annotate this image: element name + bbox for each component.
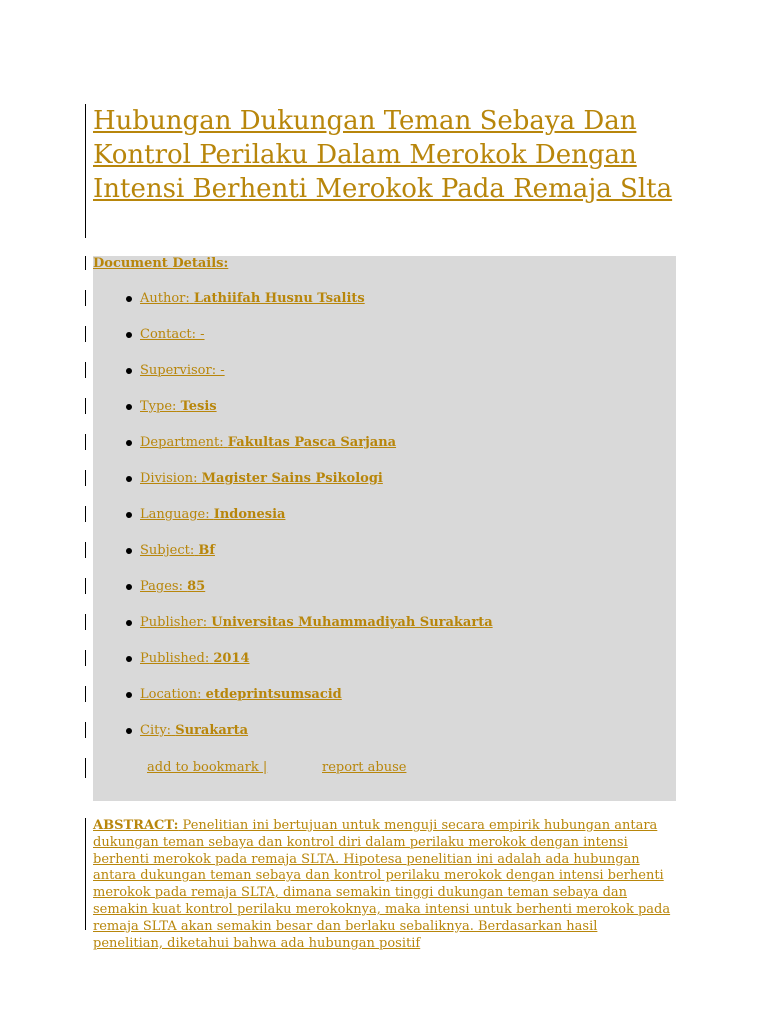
abstract-text[interactable]: [93, 818, 671, 952]
detail-label: Location:: [140, 687, 202, 702]
bullet-icon: [126, 476, 132, 482]
detail-value: Tesis: [180, 399, 217, 414]
detail-label: Contact: -: [140, 327, 205, 342]
margin-rule: [85, 506, 86, 522]
add-to-bookmark-link[interactable]: add to bookmark |: [147, 760, 268, 775]
bullet-icon: [126, 584, 132, 590]
detail-value: Bf: [198, 543, 215, 558]
document-details-heading[interactable]: Document Details:: [93, 256, 229, 271]
detail-value: Lathiifah Husnu Tsalits: [193, 291, 365, 306]
detail-label: Author:: [140, 291, 190, 306]
bullet-icon: [126, 692, 132, 698]
detail-label: Published:: [140, 651, 210, 666]
abstract-label: ABSTRACT:: [93, 818, 179, 833]
detail-label: Department:: [140, 435, 224, 450]
detail-label: Type:: [140, 399, 177, 414]
margin-rule: [85, 758, 86, 778]
bullet-icon: [126, 548, 132, 554]
margin-rule: [85, 686, 86, 702]
bullet-icon: [126, 404, 132, 410]
detail-value: 2014: [213, 651, 250, 666]
detail-label: Publisher:: [140, 615, 208, 630]
detail-label: City:: [140, 723, 172, 738]
detail-value: Surakarta: [175, 723, 249, 738]
margin-rule: [85, 434, 86, 450]
bullet-icon: [126, 656, 132, 662]
margin-rule: [85, 362, 86, 378]
bullet-icon: [126, 332, 132, 338]
bullet-icon: [126, 620, 132, 626]
detail-value: 85: [187, 579, 206, 594]
margin-rule: [85, 542, 86, 558]
margin-rule: [85, 818, 86, 930]
detail-value: Universitas Muhammadiyah Surakarta: [211, 615, 493, 630]
detail-label: Division:: [140, 471, 198, 486]
detail-label: Pages:: [140, 579, 183, 594]
bullet-icon: [126, 728, 132, 734]
document-title-link[interactable]: Hubungan Dukungan Teman Sebaya Dan Kontrol Perilaku Dalam Merokok Dengan Intensi Berhenti Merokok Pada Remaja Slta: [93, 106, 673, 204]
margin-rule: [85, 470, 86, 486]
margin-rule: [85, 614, 86, 630]
margin-rule: [85, 326, 86, 342]
bullet-icon: [126, 512, 132, 518]
margin-rule: [85, 722, 86, 738]
detail-value: Magister Sains Psikologi: [201, 471, 383, 486]
detail-label: Supervisor: -: [140, 363, 225, 378]
margin-rule: [85, 578, 86, 594]
detail-label: Language:: [140, 507, 210, 522]
abstract-body: Penelitian ini bertujuan untuk menguji secara empirik hubungan antara dukungan teman sebaya dan kontrol diri dalam perilaku merokok dengan intensi berhenti merokok pada remaja SLTA. Hipotesa penelitian ini adalah ada hubungan antara dukungan teman sebaya dan kontrol perilaku merokok dengan intensi berhenti merokok pada remaja SLTA, dimana semakin tinggi dukungan teman sebaya dan semakin kuat kontrol perilaku merokoknya, maka intensi untuk berhenti merokok pada remaja SLTA akan semakin besar dan berlaku sebaliknya. Berdasarkan hasil penelitian, diketahui bahwa ada hubungan positif: [93, 818, 671, 951]
detail-value: Fakultas Pasca Sarjana: [227, 435, 397, 450]
margin-rule: [85, 290, 86, 306]
detail-value: Indonesia: [213, 507, 286, 522]
bullet-icon: [126, 296, 132, 302]
report-abuse-link[interactable]: report abuse: [322, 760, 407, 775]
detail-label: Subject:: [140, 543, 195, 558]
detail-value: etdeprintsumsacid: [205, 687, 342, 702]
margin-rule: [85, 256, 86, 270]
margin-rule: [85, 398, 86, 414]
bullet-icon: [126, 368, 132, 374]
bullet-icon: [126, 440, 132, 446]
margin-rule: [85, 650, 86, 666]
margin-rule: [85, 104, 86, 238]
